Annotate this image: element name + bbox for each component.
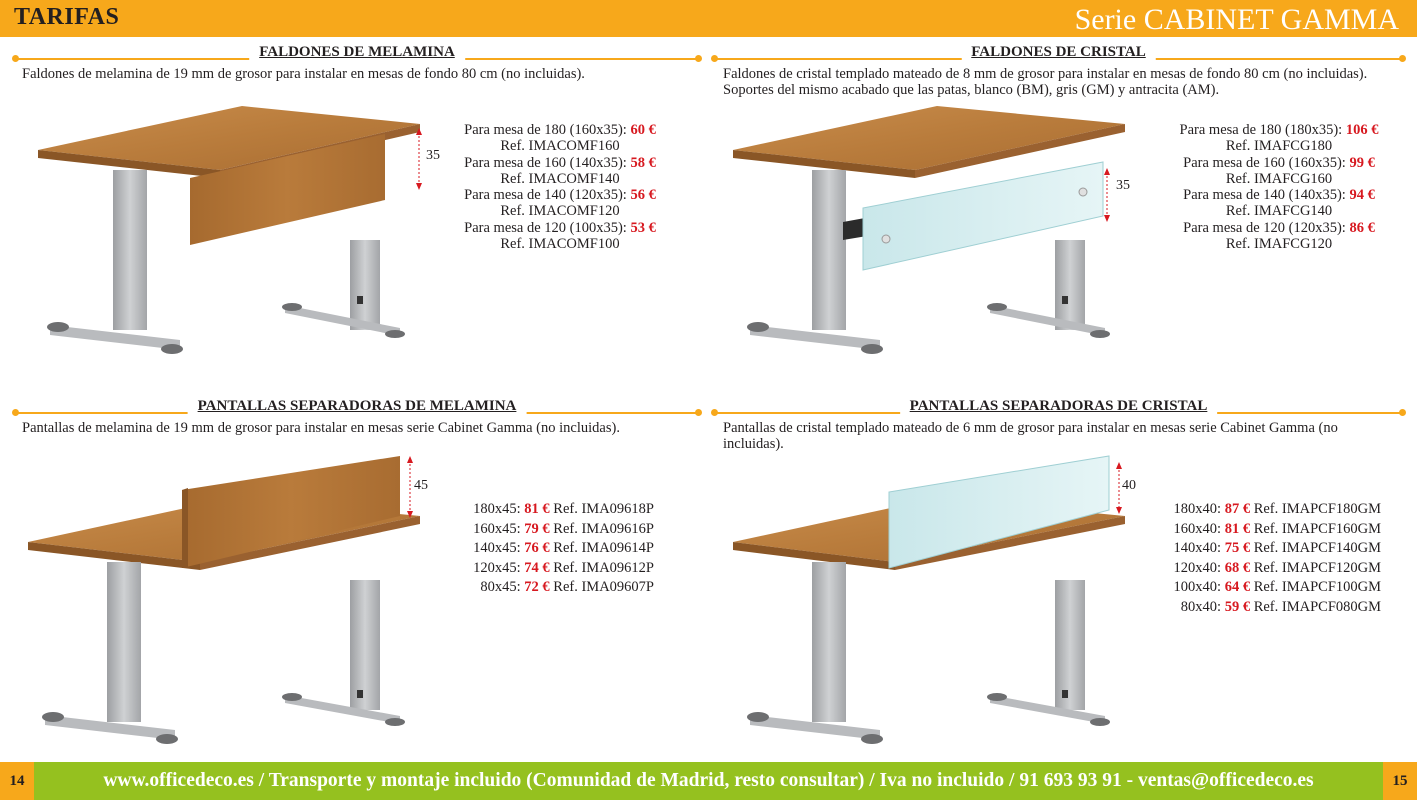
price-row (1163, 559, 1381, 579)
price-row-label: 80x40: (1180, 598, 1225, 615)
price-reference: Ref. IMAFCG120 (1225, 236, 1333, 253)
price-value: 106 € (1345, 122, 1379, 138)
section-pantallas-cristal (711, 398, 1406, 758)
price-reference: Ref. IMA09614P (549, 540, 654, 556)
price-value: 56 € (630, 187, 656, 204)
section-description (723, 66, 1406, 98)
price-reference: Ref. IMAPCF080GM (1250, 598, 1381, 615)
price-reference: Ref. IMACOMF160 (500, 138, 620, 155)
price-row-label: Para mesa de 180 (180x35): (1179, 122, 1346, 138)
price-row (1169, 187, 1389, 203)
price-row-label: 120x45: (473, 559, 525, 576)
price-reference: Ref. IMAPCF120GM (1250, 559, 1381, 576)
page-title: TARIFAS (14, 4, 120, 30)
price-row-label: Para mesa de 180 (160x35): (464, 122, 631, 138)
price-row (450, 220, 670, 236)
price-value: 72 € (524, 579, 550, 595)
price-reference: Ref. IMACOMF100 (500, 236, 620, 253)
reference-row (1169, 203, 1389, 219)
price-reference: Ref. IMAPCF100GM (1250, 579, 1381, 595)
price-row-label: 180x40: (1173, 501, 1225, 517)
page-number-left: 14 (0, 762, 34, 800)
price-row (1163, 539, 1381, 559)
desk-with-melamine-screen-illustration (20, 450, 440, 750)
price-value: 87 € (1224, 501, 1251, 517)
section-faldones-cristal (711, 44, 1406, 364)
price-row-label: 180x45: (473, 501, 525, 517)
price-row (1163, 520, 1381, 540)
price-row-label: 160x45: (473, 520, 525, 537)
price-value: 59 € (1224, 598, 1251, 615)
price-value: 64 € (1224, 579, 1251, 595)
price-value: 75 € (1224, 540, 1251, 556)
price-reference: Ref. IMA09612P (549, 559, 654, 576)
price-list (1169, 122, 1389, 252)
price-reference: Ref. IMAPCF160GM (1250, 520, 1381, 537)
series-title: Serie CABINET GAMMA (1074, 3, 1399, 36)
price-row (444, 559, 654, 579)
price-reference: Ref. IMA09618P (549, 501, 654, 517)
price-row-label: Para mesa de 160 (160x35): (1183, 154, 1350, 171)
price-row (1169, 155, 1389, 171)
price-reference: Ref. IMAPCF140GM (1250, 540, 1381, 556)
section-heading (711, 44, 1406, 64)
reference-row (450, 138, 670, 154)
price-value: 94 € (1349, 187, 1375, 204)
price-list (444, 500, 654, 598)
price-row (450, 122, 670, 138)
price-value: 76 € (524, 540, 550, 556)
price-value: 81 € (524, 501, 550, 517)
section-title: FALDONES DE MELAMINA (249, 44, 465, 61)
section-pantallas-melamina (12, 398, 702, 758)
dimension-label: 35 (426, 148, 440, 163)
header-bar (0, 0, 1417, 37)
price-row-label: Para mesa de 120 (120x35): (1183, 219, 1350, 236)
desk-with-melamine-modesty-panel-illustration (20, 100, 440, 360)
price-row-label: Para mesa de 160 (140x35): (464, 154, 631, 171)
price-reference: Ref. IMAFCG140 (1225, 203, 1333, 220)
section-description (723, 420, 1406, 452)
price-row (1163, 500, 1381, 520)
price-row-label: 140x45: (473, 540, 525, 556)
section-heading (12, 398, 702, 418)
section-title: PANTALLAS SEPARADORAS DE CRISTAL (900, 398, 1218, 415)
price-value: 79 € (524, 520, 550, 537)
price-value: 60 € (630, 122, 656, 138)
price-row (450, 187, 670, 203)
price-reference: Ref. IMACOMF140 (500, 170, 620, 187)
price-value: 81 € (1224, 520, 1251, 537)
price-row-label: 80x45: (480, 579, 525, 595)
section-heading (711, 398, 1406, 418)
reference-row (1169, 236, 1389, 252)
price-value: 53 € (630, 219, 656, 236)
price-reference: Ref. IMAFCG160 (1225, 170, 1333, 187)
price-row-label: Para mesa de 140 (140x35): (1183, 187, 1350, 204)
price-reference: Ref. IMACOMF120 (500, 203, 620, 220)
price-row (444, 578, 654, 598)
price-row-label: 140x40: (1173, 540, 1225, 556)
price-list (450, 122, 670, 252)
reference-row (450, 236, 670, 252)
desk-with-glass-modesty-panel-illustration (725, 100, 1145, 360)
section-title: FALDONES DE CRISTAL (961, 44, 1155, 61)
dimension-label: 40 (1122, 478, 1136, 493)
price-reference: Ref. IMAFCG180 (1225, 138, 1333, 155)
footer-contact-text: www.officedeco.es / Transporte y montaje incluido (Comunidad de Madrid, resto consultar) / Iva no incluido / 91 693 93 91 - ventas@officedeco.es (103, 770, 1314, 791)
price-reference: Ref. IMA09607P (549, 579, 654, 595)
price-reference: Ref. IMA09616P (549, 520, 654, 537)
price-value: 58 € (630, 154, 656, 171)
price-row (444, 539, 654, 559)
page-number-right: 15 (1383, 762, 1417, 800)
reference-row (450, 203, 670, 219)
price-row (1169, 220, 1389, 236)
section-title: PANTALLAS SEPARADORAS DE MELAMINA (188, 398, 527, 415)
dimension-label: 45 (414, 478, 428, 493)
price-value: 74 € (524, 559, 550, 576)
section-faldones-melamina (12, 44, 702, 364)
description-line: Faldones de cristal templado mateado de 8 mm de grosor para instalar en mesas de fondo 80 cm (no incluidas). (723, 66, 1368, 82)
price-row (1163, 598, 1381, 618)
price-value: 86 € (1349, 219, 1375, 236)
section-description: Pantallas de melamina de 19 mm de grosor para instalar en mesas serie Cabinet Gamma (no incluidas). (22, 420, 620, 436)
price-row (1169, 122, 1389, 138)
price-value: 68 € (1224, 559, 1251, 576)
section-description: Faldones de melamina de 19 mm de grosor para instalar en mesas de fondo 80 cm (no incluidas). (22, 66, 585, 82)
price-row-label: Para mesa de 120 (100x35): (464, 219, 631, 236)
desk-with-glass-screen-illustration (725, 450, 1145, 750)
reference-row (1169, 171, 1389, 187)
price-list (1163, 500, 1381, 617)
price-row-label: 120x40: (1173, 559, 1225, 576)
description-line: incluidas). (723, 436, 784, 452)
price-row (444, 500, 654, 520)
price-row-label: Para mesa de 140 (120x35): (464, 187, 631, 204)
reference-row (1169, 138, 1389, 154)
description-line: Pantallas de cristal templado mateado de 6 mm de grosor para instalar en mesas serie Cabinet Gamma (no (723, 420, 1338, 436)
footer-bar (0, 762, 1417, 800)
price-row (1163, 578, 1381, 598)
section-heading (12, 44, 702, 64)
price-reference: Ref. IMAPCF180GM (1250, 501, 1381, 517)
description-line: Soportes del mismo acabado que las patas, blanco (BM), gris (GM) y antracita (AM). (723, 82, 1220, 98)
price-row-label: 100x40: (1173, 579, 1225, 595)
price-row-label: 160x40: (1173, 520, 1225, 537)
price-row (444, 520, 654, 540)
reference-row (450, 171, 670, 187)
price-value: 99 € (1349, 154, 1375, 171)
dimension-label: 35 (1116, 178, 1130, 193)
price-row (450, 155, 670, 171)
